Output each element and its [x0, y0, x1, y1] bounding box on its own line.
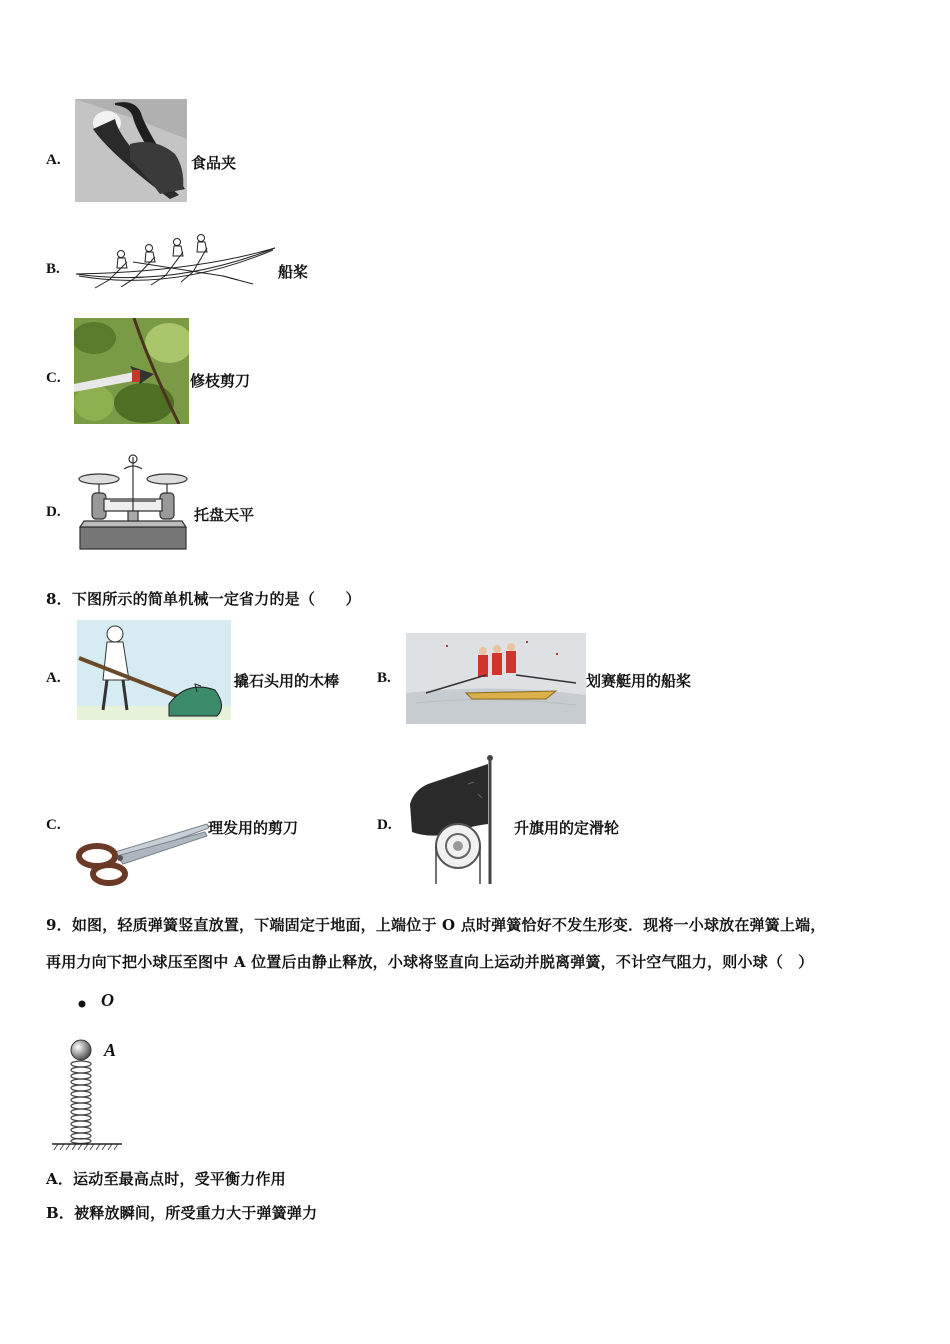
q9-stem-line1: 9．如图，轻质弹簧竖直放置，下端固定于地面，上端位于 O 点时弹簧恰好不发生形变．现将一小球放在弹簧上端，	[46, 916, 826, 934]
q8-option-b-letter: B.	[377, 670, 391, 686]
q7-option-d-letter: D.	[46, 504, 61, 520]
q9-option-a	[46, 1168, 286, 1189]
rowing-race-photo	[406, 633, 586, 724]
q8-option-c-letter: C.	[46, 817, 61, 833]
food-tongs-photo	[75, 99, 187, 202]
pruning-shears-photo	[74, 318, 189, 424]
q8-option-b-label: 划赛艇用的船桨	[586, 672, 692, 690]
q9-option-a-text: 运动至最高点时，受平衡力作用	[73, 1170, 286, 1188]
rowing-boat-drawing	[73, 232, 278, 294]
figure-label-a: A	[104, 1040, 117, 1060]
figure-label-o: O	[101, 990, 114, 1010]
q8-stem: 8．下图所示的简单机械一定省力的是（ ）	[46, 590, 361, 608]
q9-option-a-letter: A．	[46, 1170, 74, 1188]
tray-balance-drawing	[74, 449, 192, 555]
q9-option-b-letter: B．	[46, 1204, 75, 1222]
q7-option-a-label: 食品夹	[191, 154, 237, 172]
q8-option-d-letter: D.	[377, 817, 392, 833]
q9-option-b	[46, 1202, 317, 1223]
q8-option-c-label: 理发用的剪刀	[208, 819, 299, 837]
q7-option-c-letter: C.	[46, 370, 61, 386]
q7-option-c-label: 修枝剪刀	[190, 372, 251, 390]
q9-option-b-text: 被释放瞬间，所受重力大于弹簧弹力	[74, 1204, 318, 1222]
q8-option-d-label: 升旗用的定滑轮	[514, 819, 620, 837]
q7-option-a-letter: A.	[46, 152, 61, 168]
q9-stem-line2: 再用力向下把小球压至图中 A 位置后由静止释放，小球将竖直向上运动并脱离弹簧，不计空气阻力，则小球（ ）	[46, 953, 814, 971]
hair-scissors-photo	[75, 818, 209, 888]
q8-option-a-label: 撬石头用的木棒	[234, 672, 340, 690]
spring-ball-figure	[50, 990, 130, 1150]
q8-option-a-letter: A.	[46, 670, 61, 686]
q7-option-b-label: 船桨	[278, 263, 309, 281]
q7-option-d-label: 托盘天平	[194, 506, 255, 524]
crowbar-stone-drawing	[77, 620, 231, 720]
point-o-marker	[79, 1001, 86, 1008]
q7-option-b-letter: B.	[46, 261, 60, 277]
flag-pulley-photo	[408, 754, 510, 884]
